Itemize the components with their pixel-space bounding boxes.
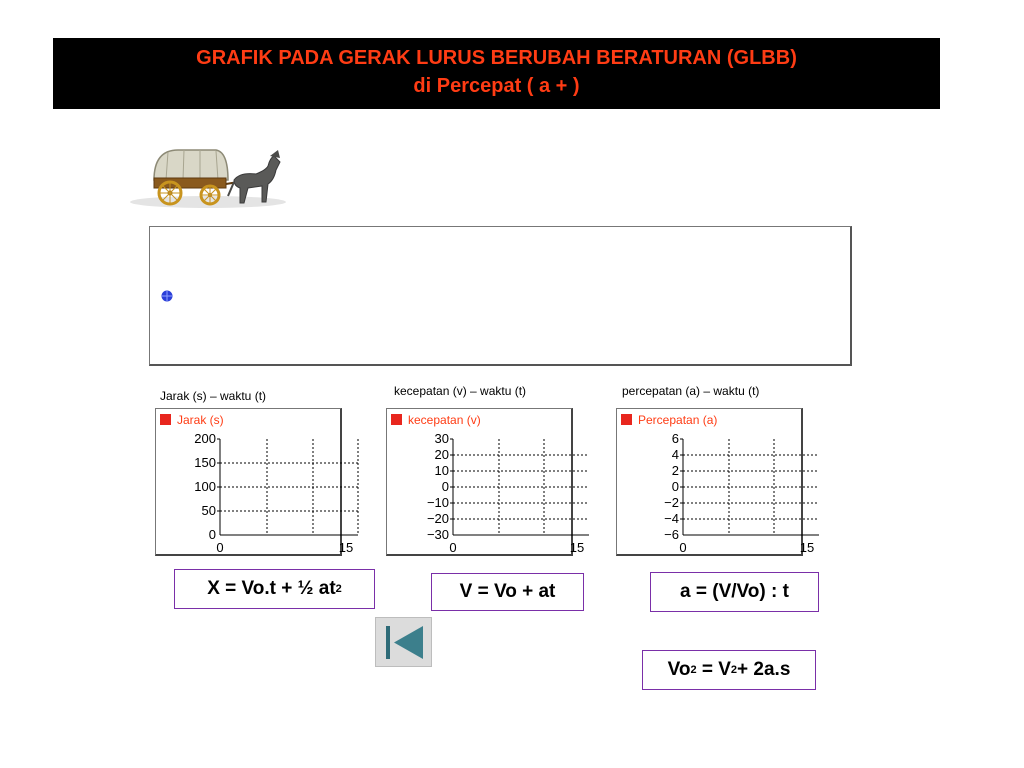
xtick: 0 <box>449 540 457 555</box>
slide-title <box>53 38 940 109</box>
ytick: 200 <box>194 431 216 446</box>
xtick: 15 <box>799 540 815 555</box>
acceleration-plot <box>617 409 815 557</box>
xtick: 0 <box>679 540 687 555</box>
xtick: 15 <box>569 540 585 555</box>
ytick: 100 <box>194 479 216 494</box>
formula-distance: X = Vo.t + ½ at 2 <box>174 569 375 609</box>
velocity-time-graph <box>386 408 585 556</box>
ytick: 150 <box>194 455 216 470</box>
graph-caption-velocity: kecepatan (v) – waktu (t) <box>394 384 527 398</box>
ytick: 4 <box>671 447 679 462</box>
first-slide-button[interactable] <box>375 617 432 667</box>
ytick: 10 <box>434 463 449 478</box>
legend-velocity: kecepatan (v) <box>391 413 481 427</box>
ytick: 20 <box>434 447 449 462</box>
ytick: −10 <box>426 495 449 510</box>
graph-caption-distance: Jarak (s) – waktu (t) <box>160 389 267 403</box>
ytick: −2 <box>664 495 679 510</box>
legend-acceleration: Percepatan (a) <box>621 413 717 427</box>
formula-acceleration: a = (V/Vo) : t <box>650 572 819 612</box>
horse-wagon-icon <box>128 140 283 215</box>
ytick: 0 <box>208 527 216 542</box>
acceleration-time-graph <box>616 408 815 556</box>
ytick: −30 <box>426 527 449 542</box>
position-marker-icon[interactable] <box>161 290 173 302</box>
title-line-1: GRAFIK PADA GERAK LURUS BERUBAH BERATURAN (GLBB) <box>196 47 797 69</box>
xtick: 0 <box>216 540 224 555</box>
ytick: 2 <box>671 463 679 478</box>
xtick: 15 <box>338 540 354 555</box>
ytick: −6 <box>664 527 679 542</box>
legend-distance: Jarak (s) <box>160 413 224 427</box>
ytick: −4 <box>664 511 679 526</box>
ytick: 50 <box>201 503 216 518</box>
distance-time-graph <box>155 408 354 556</box>
first-slide-icon <box>376 618 431 666</box>
graph-caption-acceleration: percepatan (a) – waktu (t) <box>622 384 760 398</box>
motion-track-panel <box>149 226 852 366</box>
ytick: 6 <box>671 431 679 446</box>
title-line-2: di Percepat ( a + ) <box>413 75 580 97</box>
formula-velocity: V = Vo + at <box>431 573 584 611</box>
ytick: 30 <box>434 431 449 446</box>
ytick: 0 <box>671 479 679 494</box>
ytick: −20 <box>426 511 449 526</box>
formula-velocity-squared: Vo 2 = V 2 + 2a.s <box>642 650 816 690</box>
ytick: 0 <box>441 479 449 494</box>
velocity-plot <box>387 409 585 557</box>
distance-plot <box>156 409 354 557</box>
